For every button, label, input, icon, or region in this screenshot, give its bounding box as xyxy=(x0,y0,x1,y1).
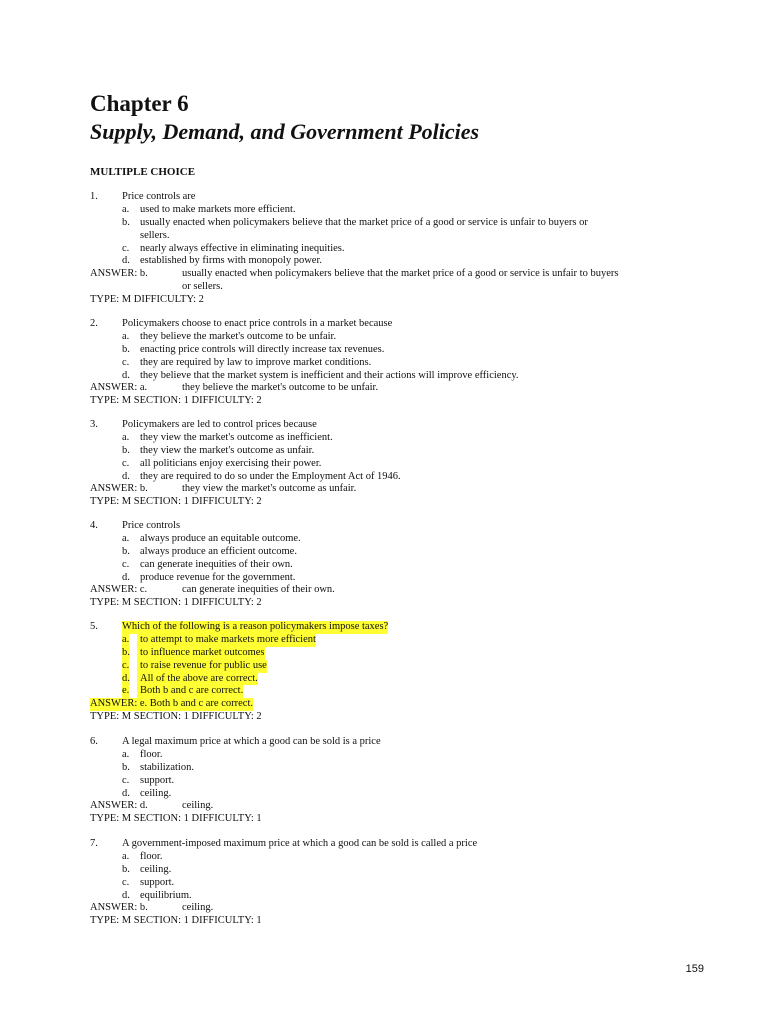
option-text: usually enacted when policymakers believe that the market price of a good or service is unfair to buyers or xyxy=(140,216,588,228)
option-letter: c. xyxy=(122,242,130,254)
option-letter: c. xyxy=(122,356,130,368)
type-difficulty: TYPE: M SECTION: 1 DIFFICULTY: 2 xyxy=(90,711,262,723)
type-difficulty: TYPE: M SECTION: 1 DIFFICULTY: 2 xyxy=(90,597,262,609)
answer-line xyxy=(90,800,710,813)
option-d xyxy=(90,255,710,268)
option-e xyxy=(90,685,710,698)
option-text: always produce an equitable outcome. xyxy=(140,532,301,544)
option-c xyxy=(90,877,710,890)
answer-label: ANSWER: b. xyxy=(90,268,148,280)
option-letter: e. xyxy=(122,685,130,697)
option-letter: a. xyxy=(122,431,130,443)
answer-label: ANSWER: b. xyxy=(90,483,148,495)
option-text: all politicians enjoy exercising their power. xyxy=(140,457,322,469)
option-letter: d. xyxy=(122,672,130,684)
question-stem: A legal maximum price at which a good can be sold is a price xyxy=(122,736,381,747)
answer-text: ANSWER: e. Both b and c are correct. xyxy=(90,698,253,710)
option-letter: d. xyxy=(122,255,130,267)
option-text: they are required to do so under the Employment Act of 1946. xyxy=(140,470,401,482)
option-text: equilibrium. xyxy=(140,889,192,901)
answer-line xyxy=(90,268,710,281)
option-letter: c. xyxy=(122,774,130,786)
answer-label: ANSWER: d. xyxy=(90,800,148,812)
option-c xyxy=(90,458,710,471)
option-text: they believe that the market system is inefficient and their actions will improve efficiency. xyxy=(140,369,519,381)
chapter-title: Chapter 6 xyxy=(90,91,189,116)
type-line xyxy=(90,395,710,408)
option-letter: b. xyxy=(122,761,130,773)
type-line xyxy=(90,294,710,307)
option-letter: c. xyxy=(122,558,130,570)
option-text: they view the market's outcome as unfair. xyxy=(140,444,315,456)
option-a xyxy=(90,331,710,344)
option-b xyxy=(90,344,710,357)
option-text: ceiling. xyxy=(140,863,172,875)
option-b xyxy=(90,546,710,559)
type-difficulty: TYPE: M SECTION: 1 DIFFICULTY: 2 xyxy=(90,496,262,508)
option-letter: b. xyxy=(122,343,130,355)
option-text: floor. xyxy=(140,850,163,862)
answer-text: usually enacted when policymakers believe that the market price of a good or service is unfair to buyers xyxy=(182,268,619,280)
option-letter: a. xyxy=(122,330,130,342)
option-text: always produce an efficient outcome. xyxy=(140,545,297,557)
answer-label: ANSWER: a. xyxy=(90,382,148,394)
answer-text: ceiling. xyxy=(182,800,214,812)
option-letter: b. xyxy=(122,545,130,557)
answer-line xyxy=(90,902,710,915)
option-text: produce revenue for the government. xyxy=(140,571,296,583)
option-b xyxy=(90,445,710,458)
type-difficulty: TYPE: M SECTION: 1 DIFFICULTY: 2 xyxy=(90,395,262,407)
answer-continued xyxy=(90,281,710,294)
option-d xyxy=(90,673,710,686)
type-line xyxy=(90,496,710,509)
question-number: 7. xyxy=(90,838,98,849)
option-letter: b. xyxy=(122,444,130,456)
question-3 xyxy=(90,419,710,509)
option-d xyxy=(90,890,710,903)
option-c xyxy=(90,559,710,572)
question-number: 2. xyxy=(90,318,98,329)
question-stem: Which of the following is a reason policymakers impose taxes? xyxy=(122,621,389,632)
option-text: sellers. xyxy=(140,229,170,241)
option-d xyxy=(90,788,710,801)
option-c xyxy=(90,357,710,370)
option-text: nearly always effective in eliminating inequities. xyxy=(140,242,345,254)
answer-text: can generate inequities of their own. xyxy=(182,584,335,596)
option-letter: d. xyxy=(122,889,130,901)
option-text: support. xyxy=(140,876,175,888)
option-a xyxy=(90,749,710,762)
type-difficulty: TYPE: M SECTION: 1 DIFFICULTY: 1 xyxy=(90,813,262,825)
answer-text: ceiling. xyxy=(182,902,214,914)
question-stem: Price controls xyxy=(122,520,181,531)
chapter-subtitle: Supply, Demand, and Government Policies xyxy=(90,119,480,144)
type-line xyxy=(90,711,710,724)
option-d xyxy=(90,471,710,484)
option-c xyxy=(90,660,710,673)
question-1 xyxy=(90,191,710,307)
option-letter: a. xyxy=(122,850,130,862)
option-letter: d. xyxy=(122,369,130,381)
option-a xyxy=(90,204,710,217)
option-text: enacting price controls will directly increase tax revenues. xyxy=(140,343,385,355)
question-stem: Policymakers are led to control prices because xyxy=(122,419,317,430)
option-text: All of the above are correct. xyxy=(137,673,258,686)
option-a xyxy=(90,533,710,546)
answer-text: they believe the market's outcome to be unfair. xyxy=(182,382,379,394)
question-stem: Price controls are xyxy=(122,191,196,202)
type-line xyxy=(90,597,710,610)
option-c xyxy=(90,243,710,256)
option-d xyxy=(90,370,710,383)
question-number: 4. xyxy=(90,520,98,531)
option-text: ceiling. xyxy=(140,787,172,799)
option-d xyxy=(90,572,710,585)
option-text: to raise revenue for public use xyxy=(137,660,267,673)
option-text: established by firms with monopoly power. xyxy=(140,255,322,267)
option-text: floor. xyxy=(140,748,163,760)
answer-line xyxy=(90,382,710,395)
answer-line xyxy=(90,584,710,597)
type-difficulty: TYPE: M DIFFICULTY: 2 xyxy=(90,294,204,306)
option-letter: d. xyxy=(122,571,130,583)
option-letter: a. xyxy=(122,203,130,215)
option-letter: d. xyxy=(122,787,130,799)
question-2 xyxy=(90,318,710,408)
question-5 xyxy=(90,621,710,724)
question-stem: A government-imposed maximum price at which a good can be sold is called a price xyxy=(122,838,478,849)
option-text: stabilization. xyxy=(140,761,194,773)
option-text: can generate inequities of their own. xyxy=(140,558,293,570)
answer-label: ANSWER: c. xyxy=(90,584,148,596)
option-text: to influence market outcomes xyxy=(137,647,265,660)
question-number: 5. xyxy=(90,621,98,632)
option-letter: a. xyxy=(122,748,130,760)
option-b xyxy=(90,217,710,230)
option-letter: c. xyxy=(122,876,130,888)
question-number: 3. xyxy=(90,419,98,430)
answer-text: they view the market's outcome as unfair. xyxy=(182,483,357,495)
option-c xyxy=(90,775,710,788)
question-number: 1. xyxy=(90,191,98,202)
answer-line xyxy=(90,483,710,496)
option-a xyxy=(90,634,710,647)
option-text: they view the market's outcome as inefficient. xyxy=(140,431,333,443)
option-text: used to make markets more efficient. xyxy=(140,203,296,215)
option-text: to attempt to make markets more efficient xyxy=(137,634,316,647)
question-number: 6. xyxy=(90,736,98,747)
option-text: they believe the market's outcome to be unfair. xyxy=(140,330,337,342)
option-text: support. xyxy=(140,774,175,786)
option-text: Both b and c are correct. xyxy=(137,685,243,698)
section-heading: MULTIPLE CHOICE xyxy=(90,166,196,178)
type-line xyxy=(90,813,710,826)
answer-label: ANSWER: b. xyxy=(90,902,148,914)
option-letter: a. xyxy=(122,633,130,645)
option-b xyxy=(90,647,710,660)
option-a xyxy=(90,432,710,445)
page-number: 159 xyxy=(685,963,704,975)
option-letter: b. xyxy=(122,216,130,228)
option-letter: b. xyxy=(122,646,130,658)
option-a xyxy=(90,851,710,864)
option-letter: d. xyxy=(122,470,130,482)
question-stem: Policymakers choose to enact price controls in a market because xyxy=(122,318,393,329)
question-6 xyxy=(90,736,710,826)
option-b xyxy=(90,864,710,877)
type-line xyxy=(90,915,710,928)
option-letter: b. xyxy=(122,863,130,875)
option-b-continued xyxy=(90,230,710,243)
option-letter: c. xyxy=(122,659,130,671)
option-letter: c. xyxy=(122,457,130,469)
option-text: they are required by law to improve market conditions. xyxy=(140,356,372,368)
type-difficulty: TYPE: M SECTION: 1 DIFFICULTY: 1 xyxy=(90,915,262,927)
option-letter: a. xyxy=(122,532,130,544)
question-4 xyxy=(90,520,710,610)
option-b xyxy=(90,762,710,775)
answer-line xyxy=(90,698,710,711)
question-7 xyxy=(90,838,710,928)
answer-text: or sellers. xyxy=(182,281,223,293)
